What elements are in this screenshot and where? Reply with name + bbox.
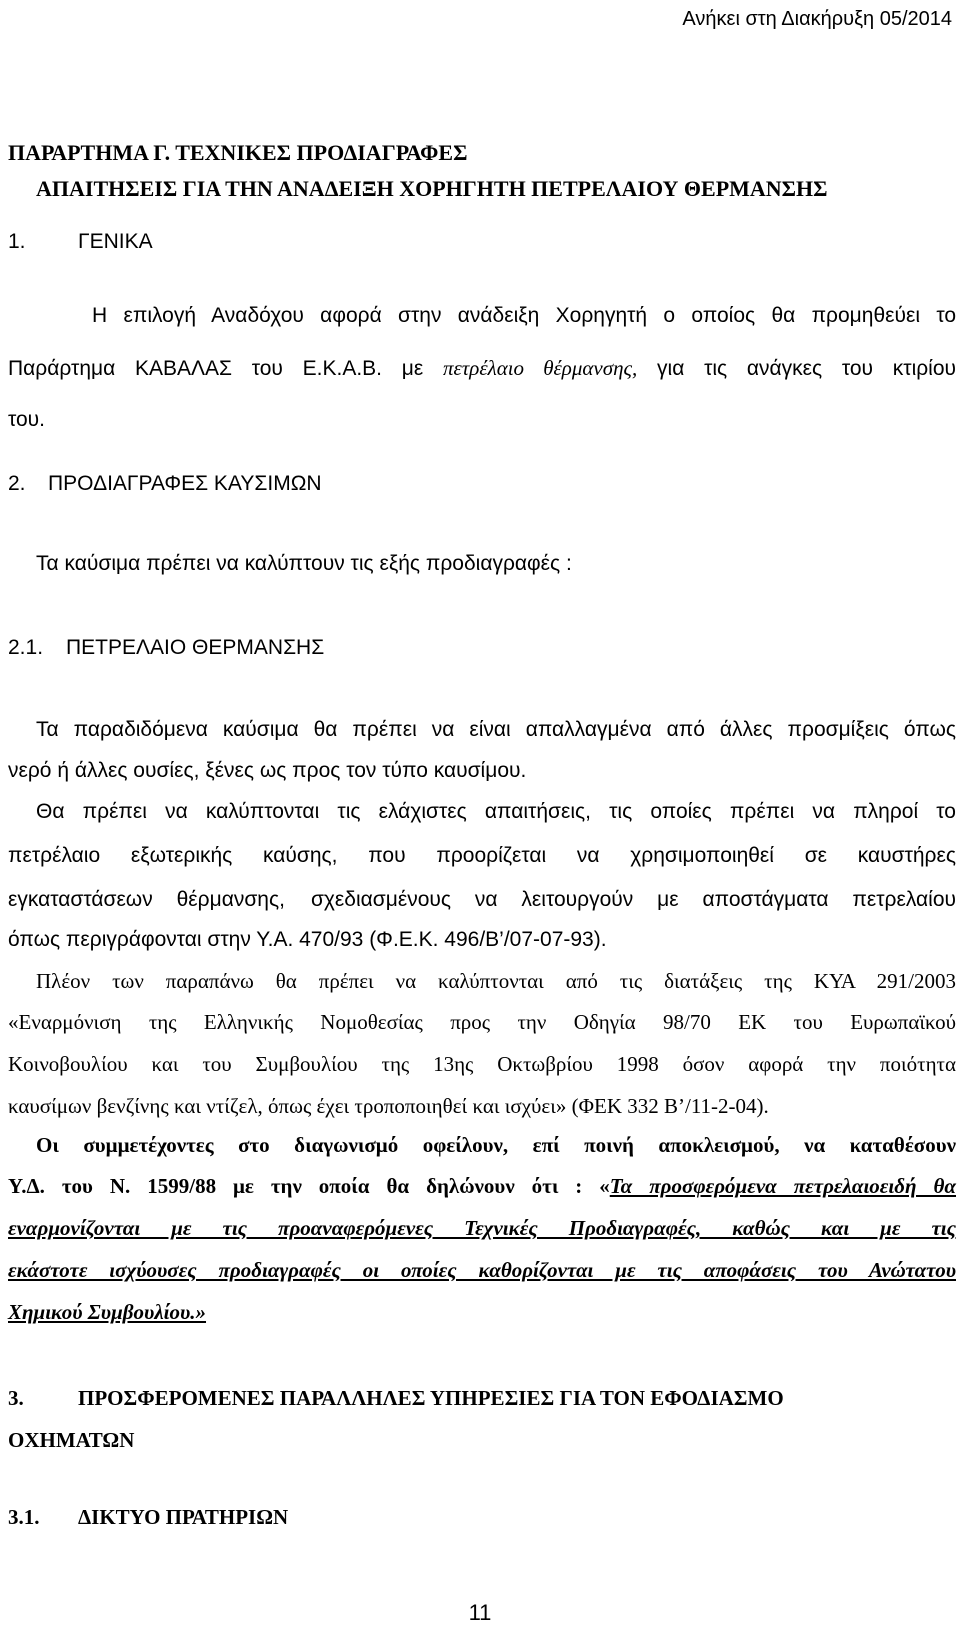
section-1-line-1: Η επιλογή Αναδόχου αφορά στην ανάδειξη Χορηγητή ο οποίος θα προμηθεύει το <box>92 304 956 327</box>
requirements-line-2: πετρέλαιο εξωτερικής καύσης, που προορίζεται να χρησιμοποιηθεί σε καυστήρες <box>8 844 956 867</box>
declaration-line-2a: Υ.Δ. του Ν. 1599/88 με την οποία θα δηλώνουν ότι : « <box>8 1174 610 1198</box>
declaration-line-5: Χημικού Συμβουλίου.» <box>8 1300 207 1324</box>
section-3-title-line-2: ΟΧΗΜΑΤΩΝ <box>8 1428 135 1452</box>
declaration-line-4: εκάστοτε ισχύουσες προδιαγραφές οι οποίες καθορίζονται με τις αποφάσεις του Ανώτατου <box>8 1258 956 1282</box>
requirements-line-1: Θα πρέπει να καλύπτονται τις ελάχιστες απαιτήσεις, τις οποίες πρέπει να πληροί το <box>36 800 956 823</box>
declaration-line-1: Οι συμμετέχοντες στο διαγωνισμό οφείλουν, επί ποινή αποκλεισμού, να καταθέσουν <box>36 1133 956 1157</box>
requirements-line-3b: σχεδιασμένους να λειτουργούν με αποστάγματα πετρελαίου <box>310 888 956 911</box>
annex-subtitle: ΑΠΑΙΤΗΣΕΙΣ ΓΙΑ ΤΗΝ ΑΝΑΔΕΙΞΗ ΧΟΡΗΓΗΤΗ ΠΕΤΡΕΛΑΙΟΥ ΘΕΡΜΑΝΣΗΣ <box>36 176 828 201</box>
section-1-fuel-type: πετρέλαιο θέρμανσης, <box>442 356 638 380</box>
section-2-number: 2. <box>8 472 26 495</box>
requirements-line-4: όπως περιγράφονται στην Υ.Α. 470/93 (Φ.Ε.Κ. 496/Β’/07-07-93). <box>8 928 607 951</box>
declaration-line-3: εναρμονίζονται με τις προαναφερόμενες Τεχνικές Προδιαγραφές, καθώς και με τις <box>8 1216 956 1240</box>
section-3-number: 3. <box>8 1386 24 1410</box>
section-1-line-2 <box>8 356 956 381</box>
fuel-purity-line-1: Τα παραδιδόμενα καύσιμα θα πρέπει να είναι απαλλαγμένα από άλλες προσμίξεις όπως <box>36 718 956 741</box>
kya-line-3: Κοινοβουλίου και του Συμβουλίου της 13ης Οκτωβρίου 1998 όσον αφορά την ποιότητα <box>8 1052 956 1076</box>
kya-line-2: «Εναρμόνιση της Ελληνικής Νομοθεσίας προς την Οδηγία 98/70 ΕΚ του Ευρωπαϊκού <box>8 1010 956 1034</box>
section-1-line-2a: Παράρτημα ΚΑΒΑΛΑΣ του Ε.Κ.Α.Β. με <box>8 357 424 380</box>
section-3-title-line-1: ΠΡΟΣΦΕΡΟΜΕΝΕΣ ΠΑΡΑΛΛΗΛΕΣ ΥΠΗΡΕΣΙΕΣ ΓΙΑ ΤΟΝ ΕΦΟΔΙΑΣΜΟ <box>78 1386 784 1410</box>
fuel-purity-line-2: νερό ή άλλες ουσίες, ξένες ως προς τον τύπο καυσίμου. <box>8 759 527 782</box>
section-2-intro: Τα καύσιμα πρέπει να καλύπτουν τις εξής προδιαγραφές : <box>36 552 572 575</box>
section-2-1-title: ΠΕΤΡΕΛΑΙΟ ΘΕΡΜΑΝΣΗΣ <box>66 636 325 659</box>
annex-title: ΠΑΡΑΡΤΗΜΑ Γ. ΤΕΧΝΙΚΕΣ ΠΡΟΔΙΑΓΡΑΦΕΣ <box>8 140 468 165</box>
page-number: 11 <box>468 1600 492 1625</box>
declaration-quote-start: Τα προσφερόμενα πετρελαιοειδή θα <box>609 1174 956 1198</box>
section-1-line-2b: για τις ανάγκες του κτιρίου <box>657 357 957 380</box>
requirements-line-3 <box>8 888 956 912</box>
kya-line-1: Πλέον των παραπάνω θα πρέπει να καλύπτονται από τις διατάξεις της ΚΥΑ 291/2003 <box>36 969 956 993</box>
section-1-number: 1. <box>8 230 26 253</box>
section-3-1-title: ΔΙΚΤΥΟ ΠΡΑΤΗΡΙΩΝ <box>78 1505 289 1529</box>
section-1-line-3: του. <box>8 408 45 431</box>
kya-line-4: καυσίμων βενζίνης και ντίζελ, όπως έχει τροποποιηθεί και ισχύει» (ΦΕΚ 332 Β’/11-2-04). <box>8 1094 769 1118</box>
section-2-title: ΠΡΟΔΙΑΓΡΑΦΕΣ ΚΑΥΣΙΜΩΝ <box>48 472 322 495</box>
section-1-title: ΓΕΝΙΚΑ <box>78 230 153 253</box>
declaration-line-2 <box>8 1174 956 1199</box>
document-header: Ανήκει στη Διακήρυξη 05/2014 <box>682 8 952 30</box>
section-2-1-number: 2.1. <box>8 636 44 659</box>
section-3-1-number: 3.1. <box>8 1505 40 1529</box>
requirements-line-3a: εγκαταστάσεων θέρμανσης, <box>8 888 285 911</box>
